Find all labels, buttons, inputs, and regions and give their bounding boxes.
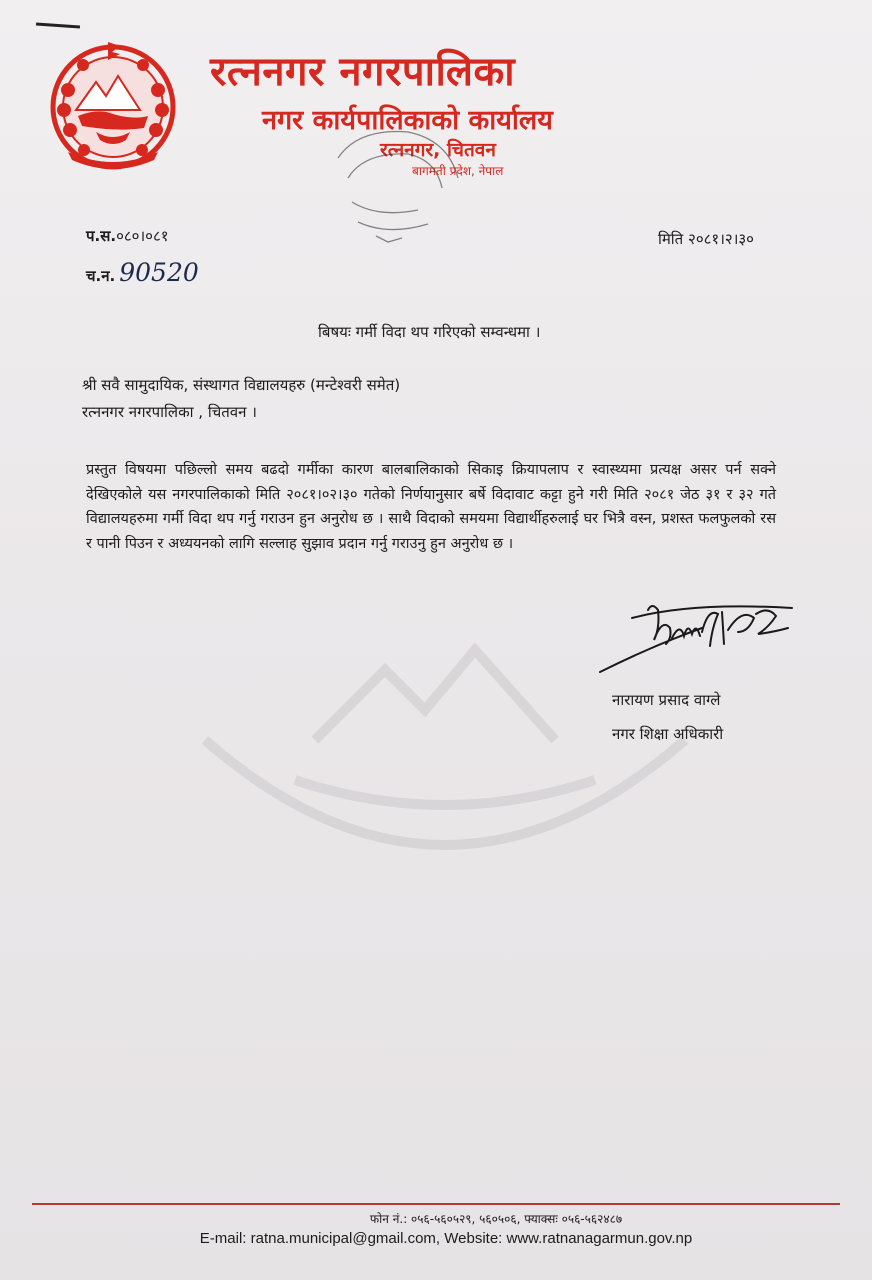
- footer-phone-fax: फोन नं.: ०५६-५६०५२९, ५६०५०६, फ्याक्सः ०५६-५६२४८७: [369, 1212, 623, 1226]
- footer-email-website: E-mail: ratna.municipal@gmail.com, Website: www.ratnanagarmun.gov.np: [199, 1230, 693, 1247]
- footer-divider-top: [32, 1203, 840, 1205]
- addressee-line-1: श्री सवै सामुदायिक, संस्थागत विद्यालयहरु (मन्टेश्वरी समेत): [82, 376, 401, 394]
- reference-cn: [86, 258, 199, 287]
- cn-label: च.न.: [86, 267, 116, 285]
- watermark-emblem-icon: [175, 620, 715, 950]
- signatory-name: नारायण प्रसाद वाग्ले: [612, 691, 721, 709]
- ps-label: प.स.: [86, 227, 117, 245]
- letter-subject: बिषयः गर्मी विदा थप गरिएको सम्वन्धमा ।: [318, 323, 541, 341]
- signatory-title: नगर शिक्षा अधिकारी: [612, 725, 724, 743]
- date-label: मिति: [657, 230, 684, 248]
- letter-body: प्रस्तुत विषयमा पछिल्लो समय बढदो गर्मीका कारण बालबालिकाको सिकाइ क्रियापलाप र स्वास्थ्यमा प्रत्यक्ष असर पर्न सक्ने देखिएकोले यस नगरपालिकाको मिति २०८१।०२।३० गतेको निर्णयानुसार बर्षे विदावाट कट्टा हुने गरी मिति २०८१ जेठ ३१ र ३२ गते विद्यालयहरुमा गर्मी विदा थप गर्नु गराउन हुन अनुरोध छ । साथै विदाको समयमा विद्यार्थीहरुलाई घर भित्रै वस्न, प्रशस्त फलफुलको रस र पानी पिउन र अध्ययनको लागि सल्लाह सुझाव प्रदान गर्नु गराउनु हुन अनुरोध छ ।: [86, 462, 776, 552]
- office-name: नगर कार्यपालिकाको कार्यालय: [262, 105, 553, 136]
- cn-value-handwritten: 90520: [119, 258, 199, 287]
- addressee-line-2: रत्ननगर नगरपालिका , चितवन ।: [82, 403, 257, 421]
- corner-pen-mark: [36, 22, 80, 28]
- nepal-emblem-icon: [48, 40, 178, 170]
- office-seal-stamp-icon: [318, 118, 468, 248]
- organization-name: रत्ननगर नगरपालिका: [210, 49, 516, 95]
- office-address: रत्ननगर, चितवन: [380, 139, 496, 161]
- letter-date: [658, 229, 754, 249]
- date-value: २०८१।२।३०: [688, 230, 754, 248]
- ps-value: ०८०।०८१: [116, 227, 169, 245]
- reference-ps: [86, 226, 169, 246]
- province-line: बागमती प्रदेश, नेपाल: [412, 164, 504, 178]
